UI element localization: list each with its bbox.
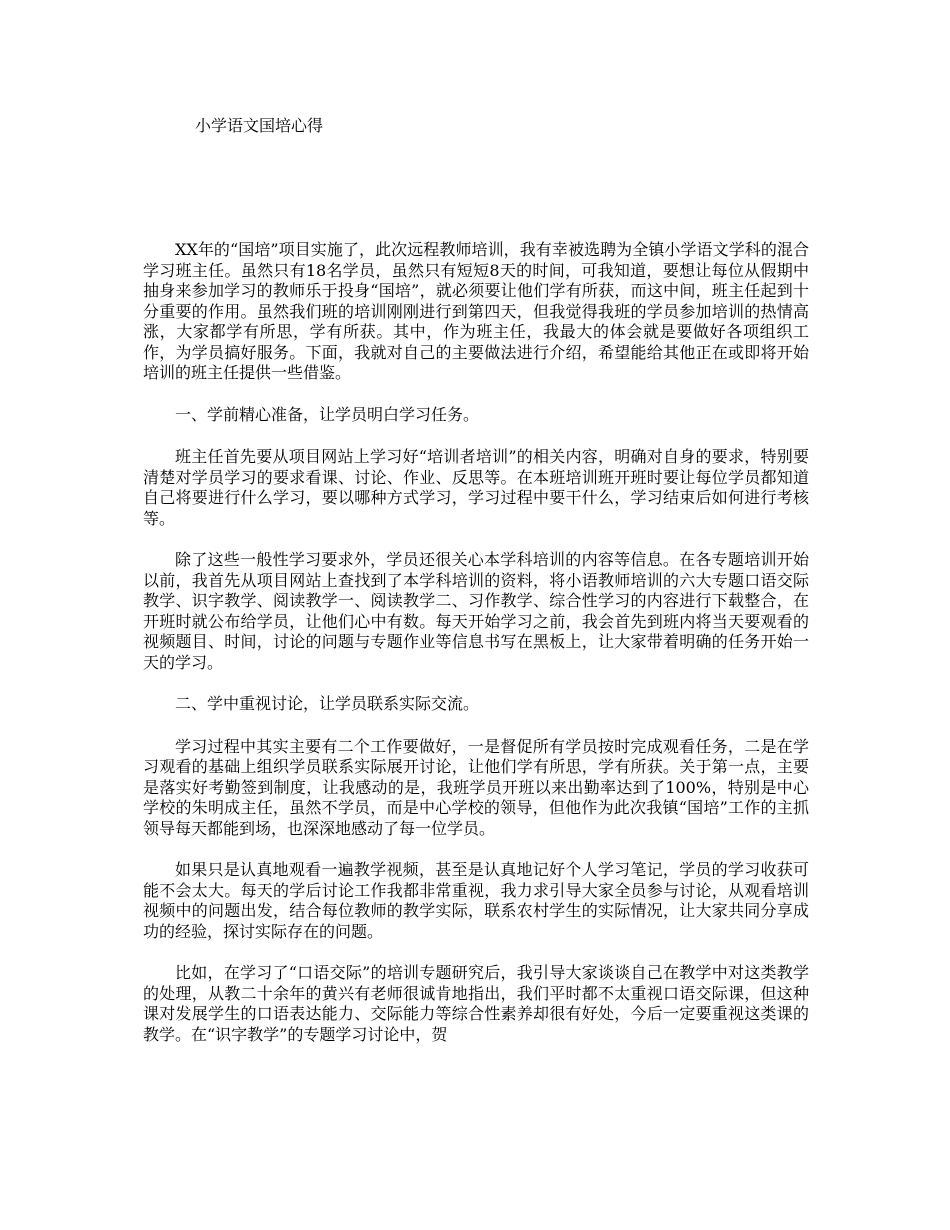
body-paragraph: 学习过程中其实主要有二个工作要做好，一是督促所有学员按时完成观看任务，二是在学习观看的基础上组织学员联系实际展开讨论，让他们学有所思，学有所获。关于第一点，主要是落实好考勤签到制度，让我感动的是，我班学员开班以来出勤率达到了100%，特别是中心学校的朱明成主任，虽然不学员，而是中心学校的领导，但他作为此次我镇“国培”工作的主抓领导每天都能到场，也深深地感动了每一位学员。 [143, 736, 809, 838]
body-paragraph: 班主任首先要从项目网站上学习好“培训者培训”的相关内容，明确对自身的要求，特别要清楚对学员学习的要求看课、讨论、作业、反思等。在本班培训班开班时要让每位学员都知道自己将要进行什么学习，要以哪种方式学习，学习过程中要干什么，学习结束后如何进行考核等。 [143, 447, 809, 528]
intro-paragraph: XX年的“国培”项目实施了，此次远程教师培训，我有幸被选聘为全镇小学语文学科的混合学习班主任。虽然只有18名学员，虽然只有短短8天的时间，可我知道，要想让每位从假期中抽身来参加学习的教师乐于投身“国培”，就必须要让他们学有所获，而这中间，班主任起到十分重要的作用。虽然我们班的培训刚刚进行到第四天，但我觉得我班的学员参加培训的热情高涨，大家都学有所思，学有所获。其中，作为班主任，我最大的体会就是要做好各项组织工作，为学员搞好服务。下面，我就对自己的主要做法进行介绍，希望能给其他正在或即将开始培训的班主任提供一些借鉴。 [143, 240, 809, 382]
body-paragraph: 除了这些一般性学习要求外，学员还很关心本学科培训的内容等信息。在各专题培训开始以前，我首先从项目网站上查找到了本学科培训的资料，将小语教师培训的六大专题口语交际教学、识字教学、阅读教学一、阅读教学二、习作教学、综合性学习的内容进行下载整合，在开班时就公布给学员，让他们心中有数。每天开始学习之前，我会首先到班内将当天要观看的视频题目、时间，讨论的问题与专题作业等信息书写在黑板上，让大家带着明确的任务开始一天的学习。 [143, 550, 809, 672]
section-heading-1: 一、学前精心准备，让学员明白学习任务。 [175, 404, 480, 424]
document-title: 小学语文国培心得 [195, 116, 324, 135]
body-paragraph: 比如，在学习了“口语交际”的培训专题研究后，我引导大家谈谈自己在教学中对这类教学的处理，从教二十余年的黄兴有老师很诚肯地指出，我们平时都不太重视口语交际课，但这种课对发展学生的口语表达能力、交际能力等综合性素养却很有好处，今后一定要重视这类课的教学。在“识字教学”的专题学习讨论中，贺 [143, 963, 809, 1044]
section-heading-2: 二、学中重视讨论，让学员联系实际交流。 [175, 694, 480, 713]
document-body [143, 240, 809, 1066]
body-paragraph: 如果只是认真地观看一遍教学视频，甚至是认真地记好个人学习笔记，学员的学习收获可能不会太大。每天的学后讨论工作我都非常重视，我力求引导大家全员参与讨论，从观看培训视频中的问题出发，结合每位教师的教学实际，联系农村学生的实际情况，让大家共同分享成功的经验，探讨实际存在的问题。 [143, 860, 809, 941]
